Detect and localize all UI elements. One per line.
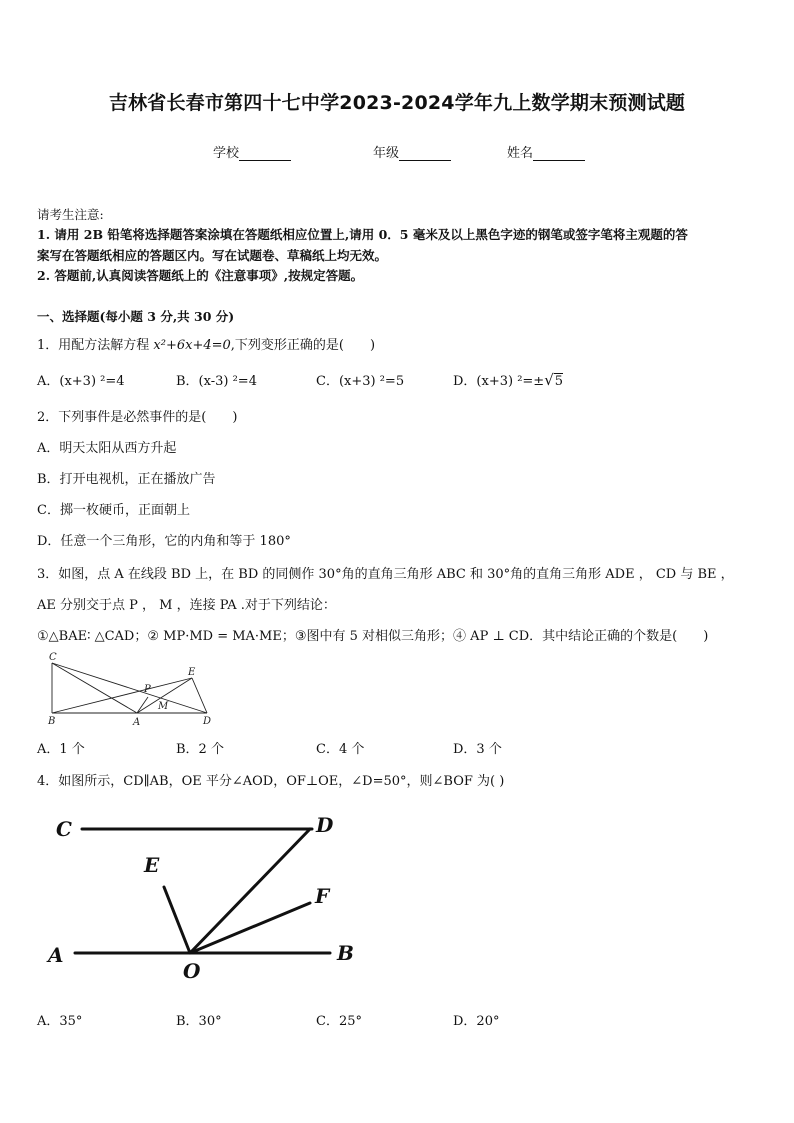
segment-od bbox=[190, 829, 310, 953]
q3-option-c: C．4 个 bbox=[316, 742, 365, 757]
q4-option-c: C．25° bbox=[316, 1014, 362, 1029]
q3-line2: AE 分别交于点 P ， M ，连接 PA .对于下列结论： bbox=[37, 598, 336, 613]
q2-option-c: C．掷一枚硬币，正面朝上 bbox=[37, 503, 190, 518]
school-label: 学校 bbox=[213, 146, 240, 161]
q1-stem bbox=[37, 334, 375, 353]
segment-ca bbox=[52, 663, 137, 713]
segment-ed bbox=[192, 678, 207, 713]
q4-option-a: A．35° bbox=[37, 1014, 83, 1029]
segment-cd bbox=[52, 663, 207, 713]
notice-item1-line2: 案写在答题纸相应的答题区内。写在试题卷、草稿纸上均无效。 bbox=[37, 248, 388, 263]
name-field bbox=[507, 142, 585, 161]
name-blank bbox=[533, 146, 585, 161]
q3-option-b: B．2 个 bbox=[176, 742, 224, 757]
q1-equation: x²+6x+4=0 bbox=[153, 338, 231, 353]
label-e: E bbox=[144, 853, 160, 877]
segment-pa bbox=[137, 697, 148, 713]
ray-of bbox=[190, 903, 310, 953]
q3-line3: ①△BAE∶ △CAD；② MP·MD = MA·ME；③图中有 5 对相似三角形；④ AP ⊥ CD．其中结论正确的个数是( ) bbox=[37, 629, 709, 644]
q1-option-d bbox=[453, 370, 563, 389]
label-b: B bbox=[48, 716, 56, 727]
label-a: A bbox=[48, 943, 64, 967]
grade-blank bbox=[399, 146, 451, 161]
label-m: M bbox=[158, 701, 169, 712]
label-f: F bbox=[315, 884, 330, 908]
q1-option-a: A．(x+3) ²=4 bbox=[37, 374, 125, 389]
q2-option-a: A．明天太阳从西方升起 bbox=[37, 441, 177, 456]
q3-option-d: D．3 个 bbox=[453, 742, 502, 757]
grade-label: 年级 bbox=[373, 146, 400, 161]
section-heading: 一、选择题(每小题 3 分,共 30 分) bbox=[37, 309, 235, 324]
label-b: B bbox=[337, 941, 354, 965]
grade-field bbox=[373, 142, 451, 161]
q3-option-a: A．1 个 bbox=[37, 742, 85, 757]
q4-figure bbox=[40, 805, 370, 990]
ray-oe bbox=[164, 887, 190, 953]
segment-be bbox=[52, 678, 192, 713]
q1-stem-b: ,下列变形正确的是( ) bbox=[230, 338, 376, 353]
sqrt-icon: √ bbox=[544, 371, 554, 389]
q1-option-d-text: D．(x+3) ²=± bbox=[453, 374, 545, 389]
q1-option-b: B．(x-3) ²=4 bbox=[176, 374, 257, 389]
q3-line1: 3．如图，点 A 在线段 BD 上，在 BD 的同侧作 30°角的直角三角形 ABC 和 30°角的直角三角形 ADE ， CD 与 BE ， bbox=[37, 567, 734, 582]
label-e: E bbox=[188, 667, 196, 678]
q4-option-b: B．30° bbox=[176, 1014, 222, 1029]
q3-figure bbox=[40, 650, 220, 730]
q4-option-d: D．20° bbox=[453, 1014, 500, 1029]
label-c: C bbox=[49, 652, 57, 663]
label-c: C bbox=[56, 817, 72, 841]
label-a: A bbox=[133, 717, 141, 728]
label-o: O bbox=[183, 959, 201, 983]
notice-item2: 2. 答题前,认真阅读答题纸上的《注意事项》,按规定答题。 bbox=[37, 268, 364, 283]
q4-stem: 4．如图所示，CD∥AB，OE 平分∠AOD，OF⊥OE，∠D=50°，则∠BOF 为( ) bbox=[37, 774, 505, 789]
name-label: 姓名 bbox=[507, 146, 534, 161]
q2-option-d: D．任意一个三角形，它的内角和等于 180° bbox=[37, 534, 291, 549]
q2-stem: 2．下列事件是必然事件的是( ) bbox=[37, 410, 238, 425]
school-blank bbox=[239, 146, 291, 161]
q1-option-d-root: 5 bbox=[554, 374, 564, 389]
school-field bbox=[213, 142, 291, 161]
label-d: D bbox=[316, 813, 334, 837]
label-d: D bbox=[203, 716, 212, 727]
q1-option-c: C．(x+3) ²=5 bbox=[316, 374, 405, 389]
q2-option-b: B．打开电视机，正在播放广告 bbox=[37, 472, 216, 487]
label-p: P bbox=[144, 684, 151, 695]
q1-stem-a: 1．用配方法解方程 bbox=[37, 338, 154, 353]
notice-heading: 请考生注意: bbox=[37, 207, 104, 222]
page-title: 吉林省长春市第四十七中学2023-2024学年九上数学期末预测试题 bbox=[108, 92, 686, 114]
notice-item1-line1: 1. 请用 2B 铅笔将选择题答案涂填在答题纸相应位置上,请用 0．5 毫米及以上黑色字迹的钢笔或签字笔将主观题的答 bbox=[37, 227, 688, 242]
